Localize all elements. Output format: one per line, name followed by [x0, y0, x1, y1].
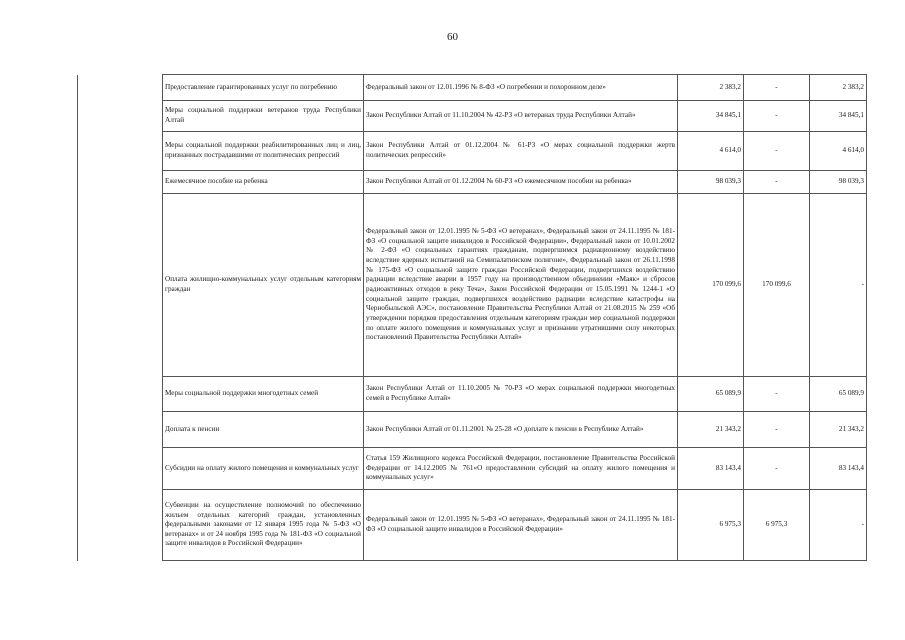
benefit-name-cell: Предоставление гарантированных услуг по погребению	[163, 75, 364, 101]
left-margin-cell	[78, 377, 163, 412]
federal-amount-cell: -	[744, 412, 810, 448]
table-row	[78, 194, 867, 377]
benefit-name-cell: Субвенции на осуществление полномочий по обеспечению жильем отдельных категорий граждан, установленных федеральными законами от 12 января 1995 года № 5-ФЗ «О ветеранах» и от 24 ноября 1995 года № 181-ФЗ «О социальной защите инвалидов в Российской Федерации»	[163, 490, 364, 561]
regional-amount-cell: 34 845,1	[810, 101, 867, 132]
legal-basis-cell: Федеральный закон от 12.01.1996 № 8-ФЗ «О погребении и похоронном деле»	[364, 75, 678, 101]
legal-basis-cell: Статья 159 Жилищного кодекса Российской Федерации, постановление Правительства Российской Федерации от 14.12.2005 № 761«О предоставлении субсидий на оплату жилого помещения и коммунальных услуг»	[364, 448, 678, 490]
benefit-name-cell: Доплата к пенсии	[163, 412, 364, 448]
total-amount-cell: 6 975,3	[678, 490, 744, 561]
regional-amount-cell: 4 614,0	[810, 132, 867, 171]
total-amount-cell: 21 343,2	[678, 412, 744, 448]
left-margin-cell	[78, 194, 163, 377]
legal-basis-cell: Федеральный закон от 12.01.1995 № 5-ФЗ «О ветеранах», Федеральный закон от 24.11.1995 № 181-ФЗ «О социальной защите инвалидов в Российской Федерации», Федеральный закон от 10.01.2002 № 2-ФЗ «О социальных гарантиях гражданам, подвергшимся радиационному воздействию вследствие ядерных испытаний на Семипалатинском полигоне», Федеральный закон от 26.11.1998 № 175-ФЗ «О социальной защите граждан Российской Федерации, подвергшихся воздействию радиации вследствие аварии в 1957 году на производственном объединении «Маяк» и сбросов радиоактивных отходов в реку Теча», Закон Российской Федерации от 15.05.1991 № 1244-1 «О социальной защите граждан, подвергшихся воздействию радиации вследствие катастрофы на Чернобыльской АЭС», постановление Правительства Республики Алтай от 21.08.2015 № 259 «Об утверждении порядков предоставления отдельным категориям граждан мер социальной поддержки по оплате жилого помещения и коммунальных услуг и признании утратившими силу некоторых постановлений Правительства Республики Алтай»	[364, 194, 678, 377]
benefit-name-cell: Меры социальной поддержки реабилитированных лиц и лиц, признанных пострадавшими от политических репрессий	[163, 132, 364, 171]
legal-basis-cell: Закон Республики Алтай от 01.12.2004 № 61-РЗ «О мерах социальной поддержки жертв политических репрессий»	[364, 132, 678, 171]
table-row	[78, 412, 867, 448]
total-amount-cell: 2 383,2	[678, 75, 744, 101]
benefit-name-cell: Субсидии на оплату жилого помещения и коммунальных услуг	[163, 448, 364, 490]
legal-basis-cell: Закон Республики Алтай от 01.11.2001 № 25-28 «О доплате к пенсии в Республике Алтай»	[364, 412, 678, 448]
federal-amount-cell: 170 099,6	[744, 194, 810, 377]
table-row	[78, 171, 867, 194]
regional-amount-cell: 21 343,2	[810, 412, 867, 448]
legal-basis-cell: Закон Республики Алтай от 01.12.2004 № 60-РЗ «О ежемесячном пособии на ребенка»	[364, 171, 678, 194]
federal-amount-cell: -	[744, 132, 810, 171]
benefit-name-cell: Ежемесячное пособие на ребенка	[163, 171, 364, 194]
table-row	[78, 101, 867, 132]
federal-amount-cell: -	[744, 377, 810, 412]
benefit-name-cell: Оплата жилищно-коммунальных услуг отдельным категориям граждан	[163, 194, 364, 377]
total-amount-cell: 4 614,0	[678, 132, 744, 171]
page-number: 60	[447, 31, 458, 43]
federal-amount-cell: -	[744, 448, 810, 490]
left-margin-cell	[78, 171, 163, 194]
table-row	[78, 377, 867, 412]
regional-amount-cell: -	[810, 194, 867, 377]
regional-amount-cell: 65 089,9	[810, 377, 867, 412]
federal-amount-cell: -	[744, 171, 810, 194]
table-row	[78, 490, 867, 561]
legal-basis-cell: Закон Республики Алтай от 11.10.2005 № 70-РЗ «О мерах социальной поддержки многодетных семей в Республике Алтай»	[364, 377, 678, 412]
total-amount-cell: 98 039,3	[678, 171, 744, 194]
left-margin-cell	[78, 448, 163, 490]
regional-amount-cell: 83 143,4	[810, 448, 867, 490]
table-row	[78, 132, 867, 171]
legal-basis-cell: Федеральный закон от 12.01.1995 № 5-ФЗ «О ветеранах», Федеральный закон от 24.11.1995 № 181-ФЗ «О социальной защите инвалидов в Российской Федерации»	[364, 490, 678, 561]
total-amount-cell: 34 845,1	[678, 101, 744, 132]
regional-amount-cell: 2 383,2	[810, 75, 867, 101]
left-margin-cell	[78, 490, 163, 561]
left-margin-cell	[78, 412, 163, 448]
benefits-table	[77, 74, 867, 561]
table-row	[78, 448, 867, 490]
federal-amount-cell: 6 975,3	[744, 490, 810, 561]
regional-amount-cell: -	[810, 490, 867, 561]
total-amount-cell: 170 099,6	[678, 194, 744, 377]
benefit-name-cell: Меры социальной поддержки многодетных семей	[163, 377, 364, 412]
regional-amount-cell: 98 039,3	[810, 171, 867, 194]
benefit-name-cell: Меры социальной поддержки ветеранов труда Республики Алтай	[163, 101, 364, 132]
federal-amount-cell: -	[744, 101, 810, 132]
left-margin-cell	[78, 101, 163, 132]
left-margin-cell	[78, 132, 163, 171]
table-row	[78, 75, 867, 101]
total-amount-cell: 83 143,4	[678, 448, 744, 490]
total-amount-cell: 65 089,9	[678, 377, 744, 412]
legal-basis-cell: Закон Республики Алтай от 11.10.2004 № 42-РЗ «О ветеранах труда Республики Алтай»	[364, 101, 678, 132]
federal-amount-cell: -	[744, 75, 810, 101]
left-margin-cell	[78, 75, 163, 101]
